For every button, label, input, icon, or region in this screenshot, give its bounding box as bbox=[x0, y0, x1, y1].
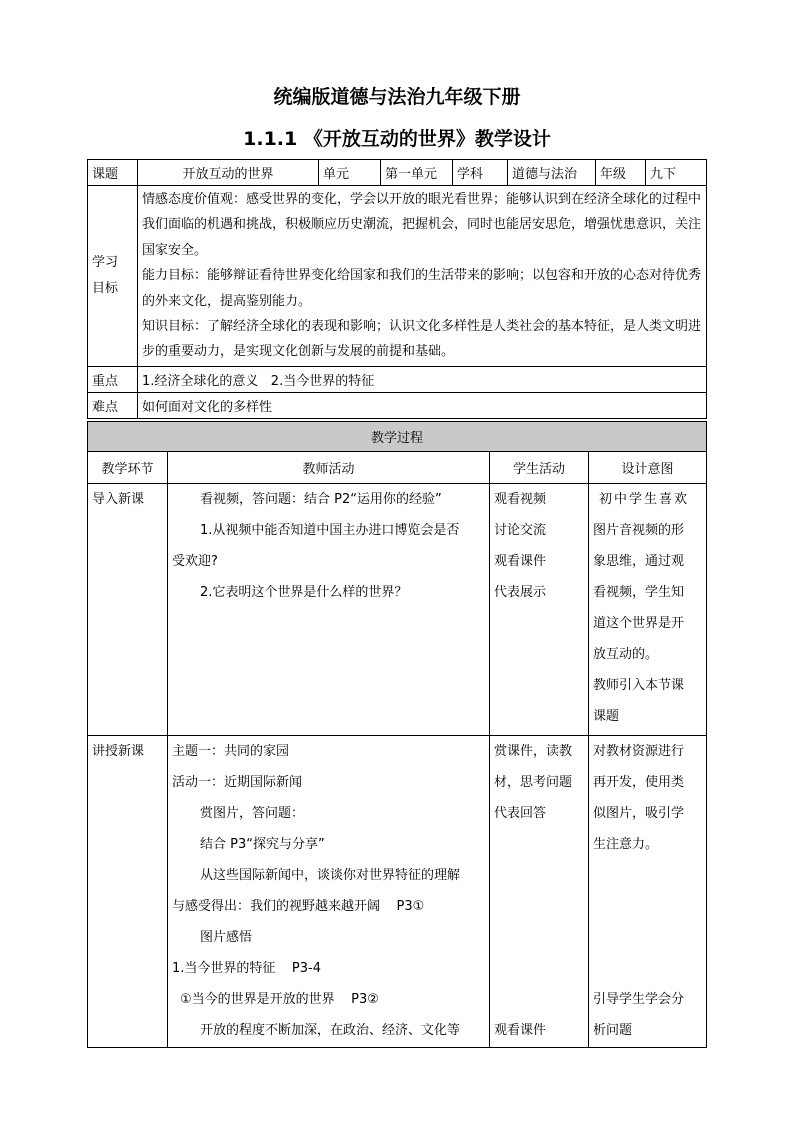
teacher-activity-new bbox=[168, 736, 490, 1048]
list-item: 生注意力。 bbox=[593, 837, 659, 852]
list-item: 图片感悟 bbox=[200, 930, 253, 945]
student-activity-new bbox=[490, 736, 589, 1048]
difficulty-value: 如何面对文化的多样性 bbox=[138, 392, 707, 418]
grade-label: 年级 bbox=[596, 160, 646, 186]
goal-emotion: 情感态度价值观：感受世界的变化，学会以开放的眼光看世界；能够认识到在经济全球化的过程中我们面临的机遇和挑战，积极顺应历史潮流，把握机会，同时也能居安思危，增强忧患意识，关注国家安全。 bbox=[142, 192, 702, 258]
design-intent-intro bbox=[589, 484, 707, 736]
list-item: 与感受得出：我们的视野越来越开阔 P3① bbox=[172, 899, 425, 914]
list-item: 观看视频 bbox=[494, 492, 547, 507]
list-item: 课题 bbox=[593, 709, 620, 724]
student-activity-intro bbox=[490, 484, 589, 736]
list-item: 代表回答 bbox=[494, 806, 547, 821]
table-row bbox=[88, 484, 707, 736]
list-item: 观看课件 bbox=[494, 1023, 547, 1038]
list-item: 放互动的。 bbox=[593, 647, 659, 662]
list-item: 看视频，答问题：结合 P2“运用你的经验” bbox=[200, 492, 442, 507]
list-item: 看视频，学生知 bbox=[593, 585, 685, 600]
list-item: 讨论交流 bbox=[494, 523, 547, 538]
goal-knowledge: 知识目标：了解经济全球化的表现和影响；认识文化多样性是人类社会的基本特征，是人类文明进步的重要动力，是实现文化创新与发展的前提和基础。 bbox=[142, 319, 702, 360]
stage-intro: 导入新课 bbox=[88, 484, 168, 736]
list-item: 从这些国际新闻中，谈谈你对世界特征的理解 bbox=[200, 868, 461, 883]
list-item: 代表展示 bbox=[494, 585, 547, 600]
table-row bbox=[88, 736, 707, 1048]
list-item: 象思维，通过观 bbox=[593, 554, 685, 569]
list-item: 受欢迎? bbox=[172, 554, 218, 569]
process-title: 教学过程 bbox=[88, 422, 707, 452]
list-item: 2.它表明这个世界是什么样的世界？ bbox=[200, 585, 408, 600]
list-item: 再开发，使用类 bbox=[593, 775, 685, 790]
topic-value: 开放互动的世界 bbox=[138, 160, 319, 186]
stage-new-lesson: 讲授新课 bbox=[88, 736, 168, 1048]
doc-subtitle: 1.1.1 《开放互动的世界》教学设计 bbox=[243, 128, 551, 150]
list-item: 引导学生学会分 bbox=[593, 992, 685, 1007]
header-student: 学生活动 bbox=[490, 452, 589, 484]
list-item: 道这个世界是开 bbox=[593, 616, 685, 631]
list-item: 主题一：共同的家园 bbox=[172, 744, 290, 759]
list-item: 初中学生喜欢 bbox=[599, 492, 690, 507]
list-item: 教师引入本节课 bbox=[593, 678, 685, 693]
info-table bbox=[87, 159, 707, 419]
list-item: 活动一：近期国际新闻 bbox=[172, 775, 303, 790]
subject-label: 学科 bbox=[453, 160, 508, 186]
list-item: 似图片，吸引学 bbox=[593, 806, 685, 821]
header-teacher: 教师活动 bbox=[168, 452, 490, 484]
key-label: 重点 bbox=[88, 366, 138, 392]
list-item: 赏课件，读教 bbox=[494, 744, 573, 759]
topic-label: 课题 bbox=[88, 160, 138, 186]
goal-ability: 能力目标：能够辩证看待世界变化给国家和我们的生活带来的影响；以包容和开放的心态对待优秀的外来文化，提高鉴别能力。 bbox=[142, 268, 702, 309]
list-item: 1.当今世界的特征 P3-4 bbox=[172, 961, 322, 976]
list-item: ①当今的世界是开放的世界 P3② bbox=[180, 992, 379, 1007]
unit-value: 第一单元 bbox=[381, 160, 453, 186]
list-item: 结合 P3“探究与分享” bbox=[200, 837, 325, 852]
teacher-activity-intro bbox=[168, 484, 490, 736]
header-stage: 教学环节 bbox=[88, 452, 168, 484]
design-intent-new bbox=[589, 736, 707, 1048]
difficulty-label: 难点 bbox=[88, 392, 138, 418]
process-table bbox=[87, 421, 707, 1048]
list-item: 1.从视频中能否知道中国主办进口博览会是否 bbox=[200, 523, 460, 538]
list-item: 观看课件 bbox=[494, 554, 547, 569]
subject-value: 道德与法治 bbox=[508, 160, 596, 186]
goals-label bbox=[88, 186, 138, 367]
list-item: 开放的程度不断加深，在政治、经济、文化等 bbox=[200, 1023, 461, 1038]
goals-content bbox=[138, 186, 707, 367]
list-item: 赏图片，答问题： bbox=[200, 806, 305, 821]
key-value: 1.经济全球化的意义 2.当今世界的特征 bbox=[138, 366, 707, 392]
grade-value: 九下 bbox=[646, 160, 707, 186]
list-item: 析问题 bbox=[593, 1023, 633, 1038]
goals-label-line1: 学习 bbox=[92, 254, 119, 270]
goals-label-line2: 目标 bbox=[92, 280, 119, 296]
header-intent: 设计意图 bbox=[589, 452, 707, 484]
list-item: 对教材资源进行 bbox=[593, 744, 685, 759]
doc-title: 统编版道德与法治九年级下册 bbox=[273, 86, 521, 108]
list-item: 材，思考问题 bbox=[494, 775, 573, 790]
unit-label: 单元 bbox=[319, 160, 381, 186]
list-item: 图片音视频的形 bbox=[593, 523, 685, 538]
